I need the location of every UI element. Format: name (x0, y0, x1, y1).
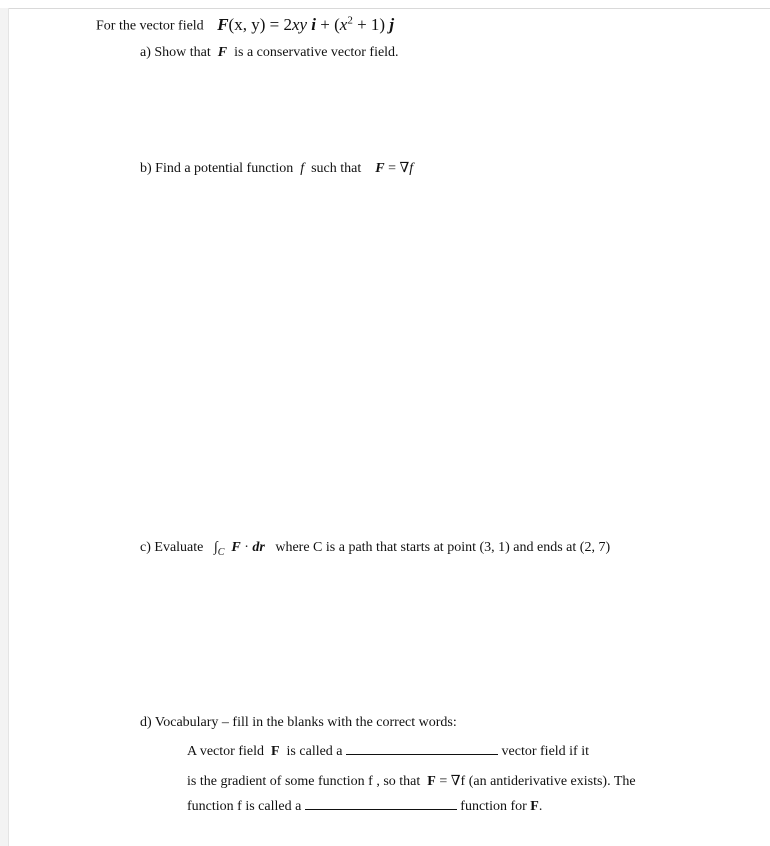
line3-F-symbol: F (530, 799, 539, 814)
part-d-line-1 (187, 744, 589, 760)
line1-before: A vector field (187, 744, 264, 759)
part-b (140, 160, 413, 177)
field-i: i (311, 14, 317, 34)
field-exponent: 2 (347, 14, 353, 26)
part-d-heading-line (140, 715, 457, 731)
field-j: j (389, 14, 395, 34)
part-b-f-symbol-2: f (409, 161, 414, 176)
part-d-heading: Vocabulary – fill in the blanks with the correct words: (154, 715, 457, 730)
part-c-text-after: where C is a path that starts at point (3, 1) and ends at (2, 7) (275, 540, 611, 555)
page-left-margin (0, 8, 9, 846)
part-d-label: d) (140, 715, 152, 730)
field-plus: + ( (316, 14, 340, 34)
part-b-F-symbol: F (375, 161, 385, 176)
blank-conservative[interactable] (346, 753, 498, 755)
part-a (140, 45, 399, 61)
part-c-F-symbol: F (231, 540, 241, 555)
part-c (140, 540, 610, 558)
part-d-line-2 (187, 773, 636, 790)
part-c-dr: dr (252, 540, 265, 555)
vector-field-definition (217, 15, 394, 34)
line1-F-symbol: F (270, 744, 280, 759)
line2-before: is the gradient of some function f , so that (187, 774, 421, 789)
field-F: F (217, 14, 229, 34)
part-a-label: a) (140, 45, 151, 60)
part-c-dot: · (240, 540, 253, 555)
field-args: (x, y) = 2 (228, 14, 292, 34)
line3-after: function for (460, 799, 527, 814)
line1-mid: is called a (286, 744, 343, 759)
part-a-text-before: Show that (154, 45, 211, 60)
line2-F-symbol: F (427, 774, 436, 789)
part-b-f-symbol: f (300, 161, 305, 176)
field-tail: + 1) (352, 14, 386, 34)
part-a-symbol: F (217, 45, 228, 60)
part-b-text-before: Find a potential function (155, 161, 294, 176)
part-b-text-mid: such that (311, 161, 362, 176)
part-d-line-3 (187, 799, 542, 815)
line1-after: vector field if it (501, 744, 589, 759)
intro-line (96, 14, 394, 35)
line-integral-subscript: C (217, 546, 225, 558)
line3-before: function f is called a (187, 799, 302, 814)
part-b-equals-nabla: = ∇ (384, 161, 410, 176)
line2-eq: = ∇f (an antiderivative exists). The (435, 774, 636, 789)
blank-potential[interactable] (305, 808, 457, 810)
part-b-label: b) (140, 161, 152, 176)
field-xy: xy (291, 14, 308, 34)
line-integral-sign: ∫ (213, 540, 218, 555)
part-c-text-before: Evaluate (154, 540, 204, 555)
line3-period: . (538, 799, 543, 814)
page-top-border (0, 8, 770, 9)
field-x: x (339, 14, 348, 34)
intro-text: For the vector field (96, 18, 204, 34)
part-c-label: c) (140, 540, 151, 555)
part-a-text-after: is a conservative vector field. (234, 45, 399, 60)
